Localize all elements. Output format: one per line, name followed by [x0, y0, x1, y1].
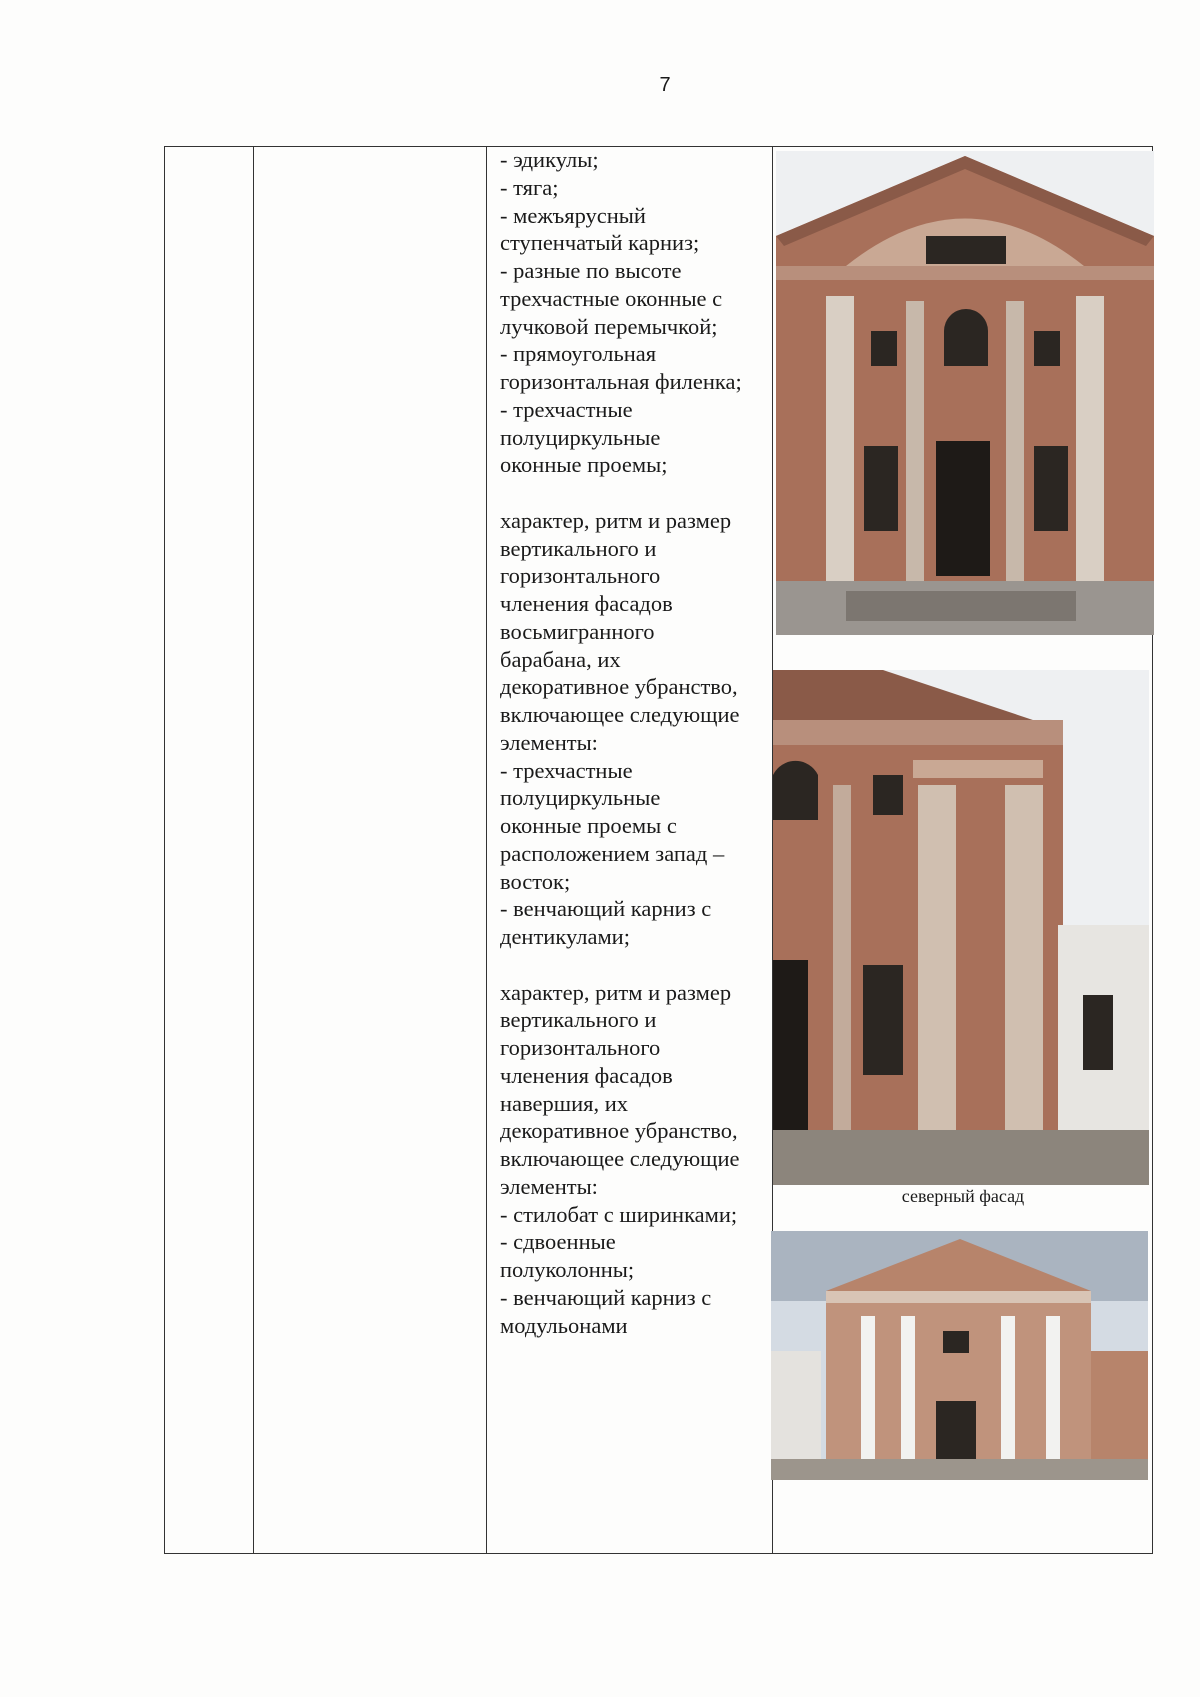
text-line: вертикального и	[500, 1007, 657, 1033]
table-col-border	[486, 146, 487, 1554]
text-line: полуколонны;	[500, 1257, 635, 1282]
page-number: 7	[659, 74, 671, 96]
text-line	[500, 951, 770, 979]
text-line: характер, ритм и размер	[500, 979, 732, 1005]
table-col-border	[253, 146, 254, 1554]
text-line: элементы:	[500, 729, 598, 755]
text-line: - тяга;	[500, 174, 559, 200]
facade-photo-north	[773, 670, 1149, 1185]
text-line: членения фасадов	[500, 591, 673, 616]
text-line: горизонтального	[500, 1035, 661, 1060]
text-line: ступенчатый карниз;	[500, 230, 700, 256]
photo-caption: северный фасад	[901, 1186, 1025, 1206]
table-bottom-border	[164, 1553, 1152, 1554]
text-line: - трехчастные	[500, 396, 633, 422]
text-line: лучковой перемычкой;	[500, 313, 718, 339]
facade-photo-1	[776, 151, 1154, 635]
text-line	[500, 479, 770, 507]
text-line: вертикального и	[500, 535, 657, 561]
text-line: полуциркульные	[500, 785, 661, 811]
text-line: элементы:	[500, 1173, 598, 1199]
text-line: - стилобат с ширинками;	[500, 1201, 738, 1227]
text-line: - межъярусный	[500, 202, 646, 228]
text-line: горизонтальная филенка;	[500, 369, 742, 394]
text-line: декоративное убранство,	[500, 674, 738, 700]
text-line: восток;	[500, 868, 571, 894]
text-line: - эдикулы;	[500, 147, 599, 172]
text-line: полуциркульные	[500, 424, 661, 450]
text-line: - разные по высоте	[500, 258, 682, 283]
text-line: оконные проемы с	[500, 813, 677, 838]
description-text	[500, 146, 770, 1339]
text-line: - венчающий карниз с	[500, 1284, 712, 1310]
text-line: декоративное убранство,	[500, 1118, 738, 1144]
table-col-border	[164, 146, 165, 1554]
text-line: включающее следующие	[500, 702, 740, 727]
text-line: оконные проемы;	[500, 452, 668, 478]
text-line: - трехчастные	[500, 757, 633, 783]
text-line: членения фасадов	[500, 1062, 673, 1088]
text-line: - сдвоенные	[500, 1229, 616, 1255]
text-line: включающее следующие	[500, 1146, 740, 1171]
text-line: дентикулами;	[500, 924, 630, 949]
text-line: характер, ритм и размер	[500, 507, 732, 533]
text-line: барабана, их	[500, 646, 621, 672]
text-line: - прямоугольная	[500, 341, 657, 367]
facade-photo-3	[771, 1231, 1148, 1480]
text-line: навершия, их	[500, 1090, 629, 1116]
text-line: восьмигранного	[500, 618, 655, 644]
text-line: - венчающий карниз с	[500, 896, 712, 922]
text-line: горизонтального	[500, 563, 661, 589]
text-line: трехчастные оконные с	[500, 285, 723, 311]
text-line: модульонами	[500, 1312, 628, 1338]
text-line: расположением запад –	[500, 840, 725, 866]
